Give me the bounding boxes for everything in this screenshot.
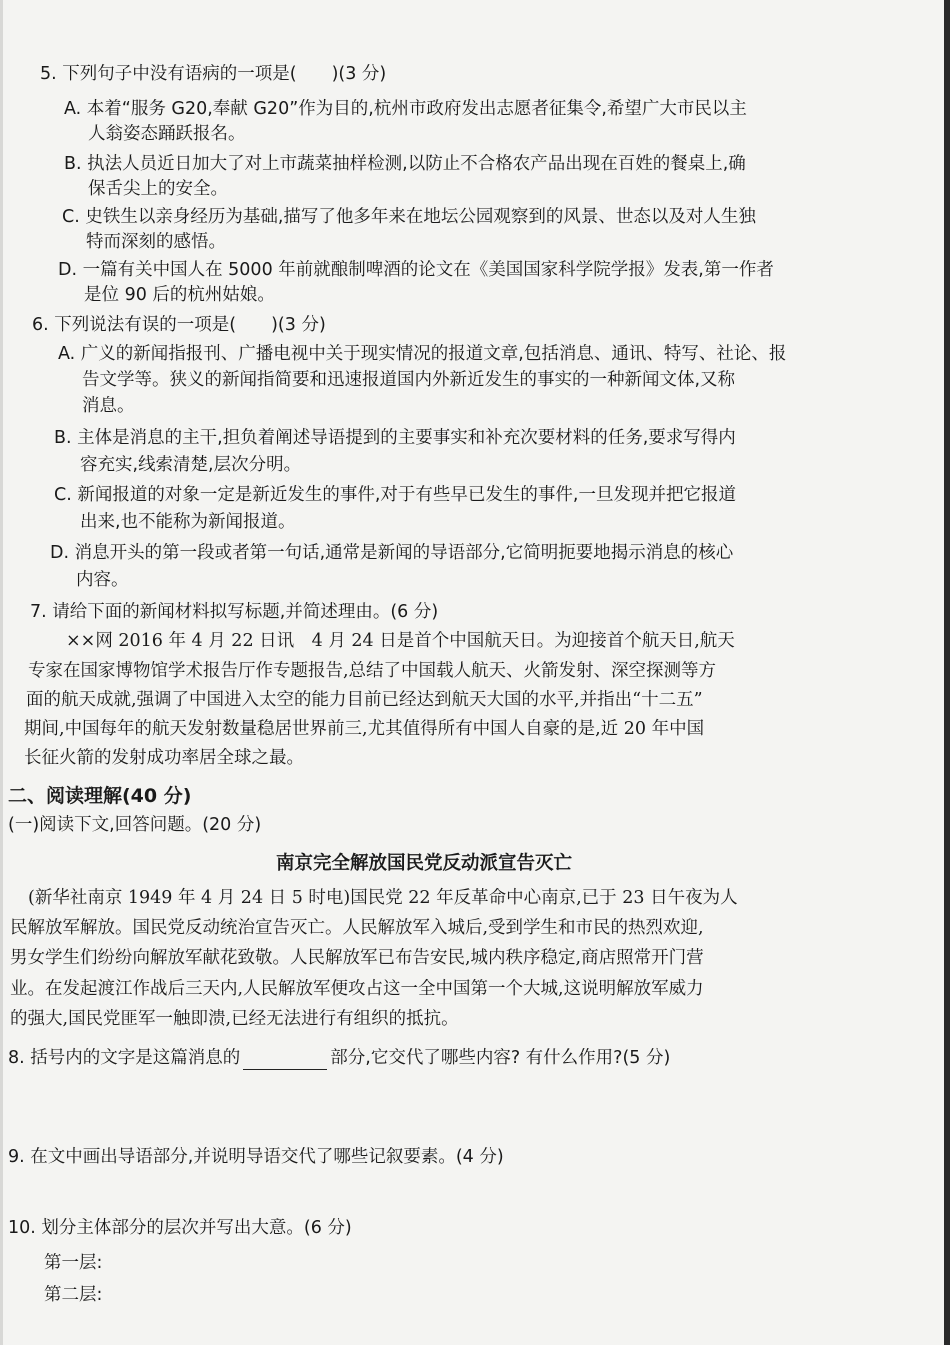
article-line-3: 男女学生们纷纷向解放军献花致敬。人民解放军已布告安民,城内秩序稳定,商店照常开门营 xyxy=(10,948,704,968)
q6-option-b-cont: 容充实,线索清楚,层次分明。 xyxy=(80,455,302,475)
article-title: 南京完全解放国民党反动派宣告灭亡 xyxy=(276,853,573,874)
q10-layer-one-label: 第一层: xyxy=(44,1253,103,1273)
q7-stem: 7. 请给下面的新闻材料拟写标题,并简述理由。(6 分) xyxy=(30,602,439,622)
q7-passage-line-3: 面的航天成就,强调了中国进入太空的能力目前已经达到航天大国的水平,并指出“十二五” xyxy=(26,690,703,710)
q5-stem: 5. 下列句子中没有语病的一项是( )(3 分) xyxy=(40,64,387,84)
q8-question xyxy=(8,1046,670,1070)
q8-answer-blank[interactable] xyxy=(243,1051,327,1070)
q5-option-c: C. 史铁生以亲身经历为基础,描写了他多年来在地坛公园观察到的风景、世态以及对人生独 xyxy=(62,207,756,227)
q5-option-b-cont: 保舌尖上的安全。 xyxy=(88,179,228,199)
q7-passage-line-5: 长征火箭的发射成功率居全球之最。 xyxy=(24,748,304,768)
q6-option-a-cont2: 消息。 xyxy=(82,396,135,416)
q6-option-b: B. 主体是消息的主干,担负着阐述导语提到的主要事实和补充次要材料的任务,要求写得内 xyxy=(54,428,736,448)
q6-stem: 6. 下列说法有误的一项是( )(3 分) xyxy=(32,315,326,335)
part-one-instruction: (一)阅读下文,回答问题。(20 分) xyxy=(8,815,262,835)
q7-passage-line-1: ××网 2016 年 4 月 22 日讯 4 月 24 日是首个中国航天日。为迎接首个航天日,航天 xyxy=(66,631,735,651)
q7-passage-line-4: 期间,中国每年的航天发射数量稳居世界前三,尤其值得所有中国人自豪的是,近 20 年中国 xyxy=(24,719,705,739)
article-line-5: 的强大,国民党匪军一触即溃,已经无法进行有组织的抵抗。 xyxy=(10,1009,459,1029)
article-line-4: 业。在发起渡江作战后三天内,人民解放军便攻占这一全中国第一个大城,这说明解放军威力 xyxy=(10,979,704,999)
q5-option-d: D. 一篇有关中国人在 5000 年前就酿制啤酒的论文在《美国国家科学院学报》发表,第一作者 xyxy=(58,260,774,280)
article-line-2: 民解放军解放。国民党反动统治宣告灭亡。人民解放军入城后,受到学生和市民的热烈欢迎, xyxy=(10,918,704,938)
q5-option-b: B. 执法人员近日加大了对上市蔬菜抽样检测,以防止不合格农产品出现在百姓的餐桌上,确 xyxy=(64,154,746,174)
scan-edge-left xyxy=(0,0,3,1345)
q5-option-c-cont: 特而深刻的感悟。 xyxy=(86,232,226,252)
q10-question: 10. 划分主体部分的层次并写出大意。(6 分) xyxy=(8,1218,352,1238)
q10-layer-two-label: 第二层: xyxy=(44,1285,103,1305)
scan-edge-right xyxy=(944,0,950,1345)
q5-option-a: A. 本着“服务 G20,奉献 G20”作为目的,杭州市政府发出志愿者征集令,希望广大市民以主 xyxy=(64,99,747,119)
q6-option-a-cont1: 告文学等。狭义的新闻指简要和迅速报道国内外新近发生的事实的一种新闻文体,又称 xyxy=(82,370,736,390)
q8-stem-after: 部分,它交代了哪些内容? 有什么作用?(5 分) xyxy=(330,1048,671,1068)
q6-option-d: D. 消息开头的第一段或者第一句话,通常是新闻的导语部分,它简明扼要地揭示消息的核心 xyxy=(50,543,734,563)
q5-option-a-cont: 人翁姿态踊跃报名。 xyxy=(88,124,246,144)
q6-option-a: A. 广义的新闻指报刊、广播电视中关于现实情况的报道文章,包括消息、通讯、特写、社论、报 xyxy=(58,344,787,364)
q5-option-d-cont: 是位 90 后的杭州姑娘。 xyxy=(84,285,275,305)
article-line-1: (新华社南京 1949 年 4 月 24 日 5 时电)国民党 22 年反革命中心南京,已于 23 日午夜为人 xyxy=(28,888,738,908)
section-heading-reading: 二、阅读理解(40 分) xyxy=(8,785,192,807)
q8-stem-before: 8. 括号内的文字是这篇消息的 xyxy=(8,1048,241,1068)
q6-option-c-cont: 出来,也不能称为新闻报道。 xyxy=(80,512,296,532)
q7-passage-line-2: 专家在国家博物馆学术报告厅作专题报告,总结了中国载人航天、火箭发射、深空探测等方 xyxy=(28,661,717,681)
q6-option-d-cont: 内容。 xyxy=(76,570,129,590)
q6-option-c: C. 新闻报道的对象一定是新近发生的事件,对于有些早已发生的事件,一旦发现并把它报道 xyxy=(54,485,736,505)
q9-question: 9. 在文中画出导语部分,并说明导语交代了哪些记叙要素。(4 分) xyxy=(8,1147,504,1167)
